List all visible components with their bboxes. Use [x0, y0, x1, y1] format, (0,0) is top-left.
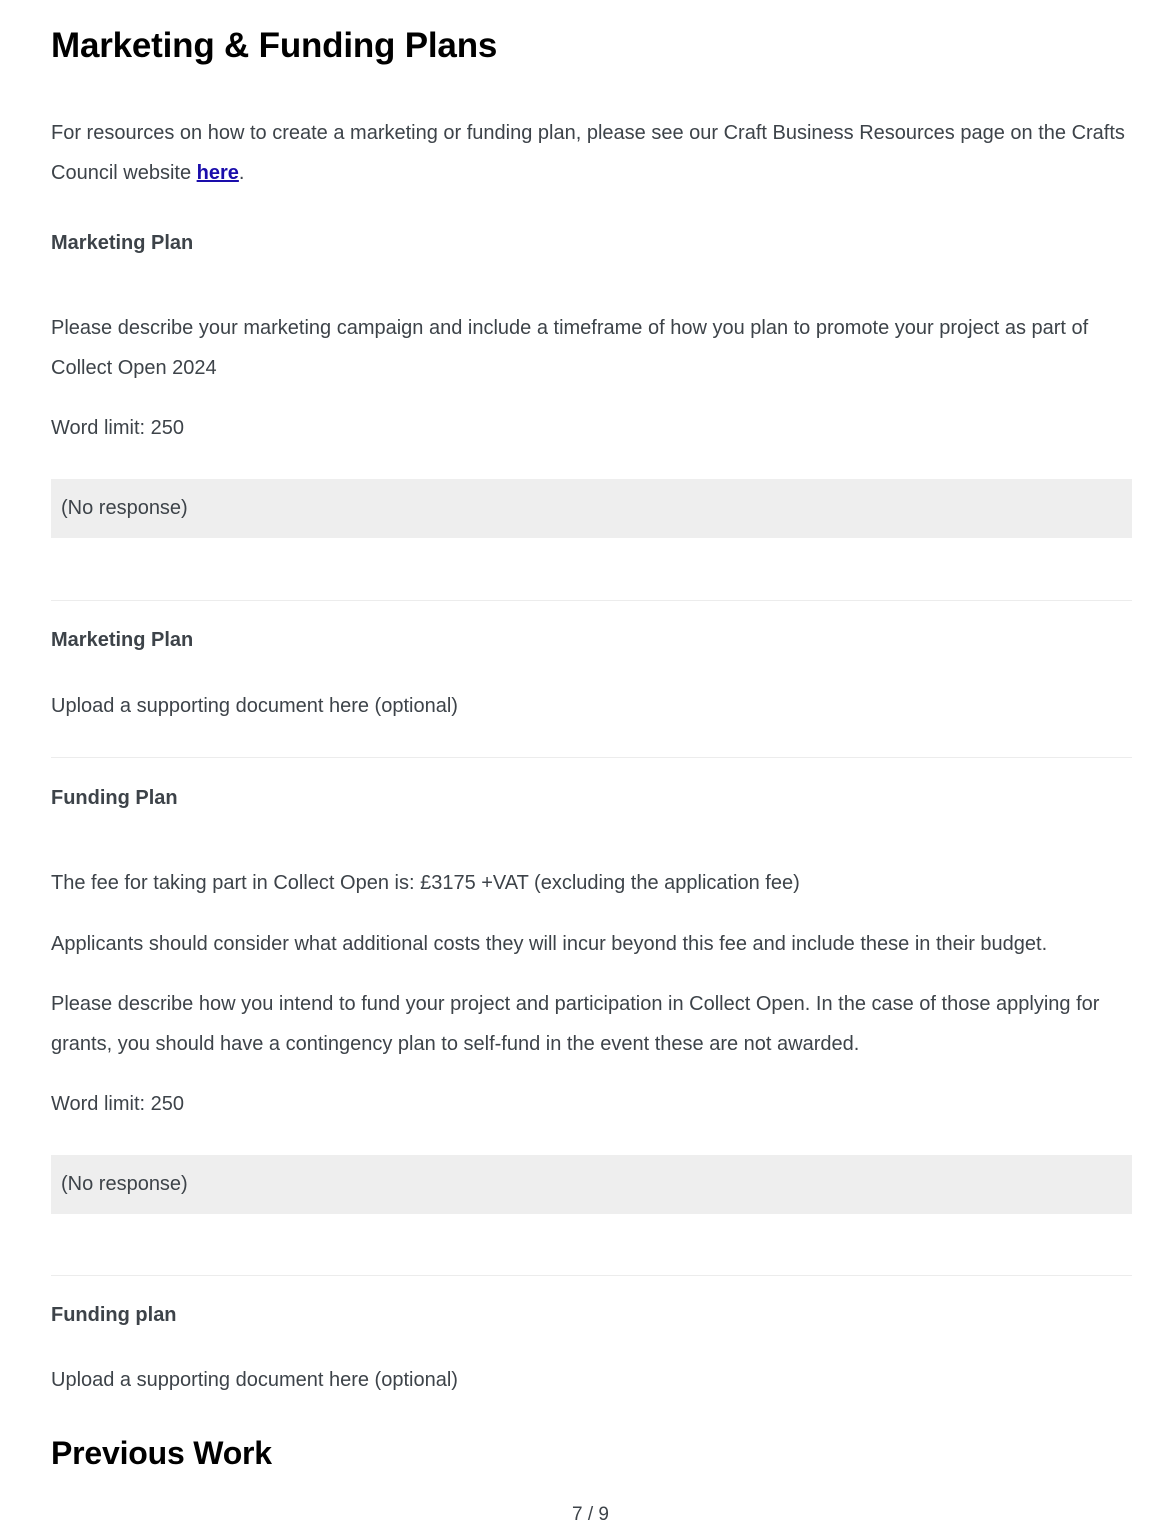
marketing-plan-question: Please describe your marketing campaign and include a timeframe of how you plan to promote your project as part of Collect Open 2024 [51, 317, 1089, 379]
funding-upload-heading: Funding plan [51, 1304, 177, 1326]
document-page [51, 0, 1132, 1535]
funding-plan-heading: Funding Plan [51, 787, 178, 809]
page-indicator: 7 / 9 [572, 1504, 609, 1525]
marketing-word-limit: Word limit: 250 [51, 417, 185, 439]
marketing-upload-label: Upload a supporting document here (optional) [51, 695, 458, 717]
section-title: Marketing & Funding Plans [51, 26, 498, 65]
marketing-plan-response: (No response) [51, 479, 1132, 538]
funding-plan-question: Please describe how you intend to fund your project and participation in Collect Open. In the case of those applying for grants, you should have a contingency plan to self-fund in the event these are not awarded. [51, 993, 1100, 1055]
divider [51, 1275, 1132, 1276]
funding-fee-text: The fee for taking part in Collect Open is: £3175 +VAT (excluding the application fee) [51, 872, 800, 894]
divider [51, 600, 1132, 601]
funding-plan-response: (No response) [51, 1155, 1132, 1214]
intro-text: For resources on how to create a marketing or funding plan, please see our Craft Business Resources page on the Crafts Council website [51, 122, 1125, 184]
marketing-upload-heading: Marketing Plan [51, 629, 194, 651]
intro-text-end: . [238, 162, 245, 184]
intro-paragraph [51, 113, 1132, 193]
funding-costs-text: Applicants should consider what additional costs they will incur beyond this fee and include these in their budget. [51, 933, 1048, 955]
resources-link[interactable]: here [196, 162, 239, 184]
divider [51, 757, 1132, 758]
funding-word-limit: Word limit: 250 [51, 1093, 185, 1115]
funding-upload-label: Upload a supporting document here (optional) [51, 1369, 458, 1391]
next-section-title: Previous Work [51, 1435, 272, 1471]
marketing-plan-heading: Marketing Plan [51, 232, 194, 254]
